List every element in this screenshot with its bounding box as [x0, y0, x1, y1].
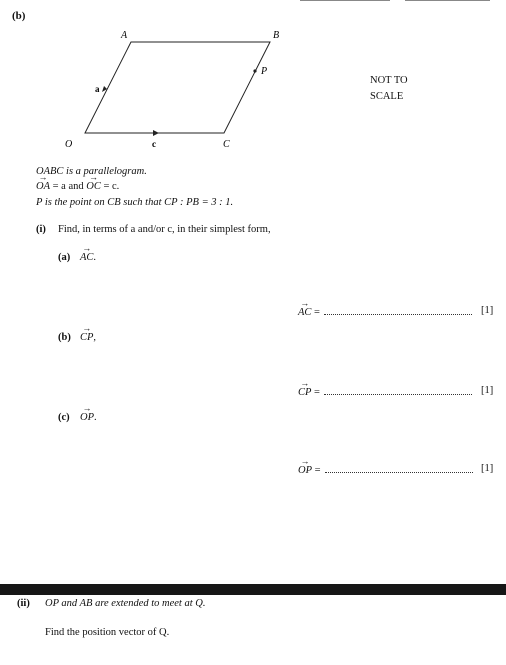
- answer-ac-vector: → AC: [298, 307, 311, 318]
- part-label: (b): [12, 10, 26, 22]
- item-a-suffix: .: [93, 252, 97, 263]
- answer-line-ac[interactable]: [298, 305, 472, 318]
- point-p-marker: [253, 69, 256, 72]
- vector-oc-eq: = c.: [100, 181, 120, 192]
- part-i-label: (i): [36, 224, 46, 235]
- parallelogram-diagram: [0, 0, 506, 165]
- part-ii-instruction: Find the position vector of Q.: [45, 627, 170, 638]
- answer-ac-blank[interactable]: [324, 305, 472, 315]
- item-b-prompt: [80, 332, 96, 343]
- part-ii-text: OP and AB are extended to meet at Q.: [45, 598, 206, 609]
- item-c-vector: → OP: [80, 412, 94, 423]
- vertex-p-label: P: [261, 66, 268, 77]
- item-c-label: (c): [58, 412, 70, 423]
- item-b-vector: → CP: [80, 332, 93, 343]
- item-c-prompt: [80, 412, 97, 423]
- vertex-a-label: A: [121, 30, 128, 41]
- parallelogram-shape: [85, 42, 270, 133]
- answer-cp-eq: =: [311, 387, 320, 398]
- answer-op-vector: → OP: [298, 465, 312, 476]
- page-break-bar: [0, 584, 506, 595]
- item-b-label: (b): [58, 332, 71, 343]
- not-to-scale-line1: NOT TO: [370, 75, 408, 86]
- marks-c: [1]: [481, 463, 494, 474]
- edge-a-label: a: [95, 84, 100, 94]
- vector-oa-eq: = a and: [50, 181, 87, 192]
- answer-op-eq: =: [312, 465, 321, 476]
- statement-point-p: P is the point on CB such that CP : PB = 3 : 1.: [36, 197, 234, 208]
- edge-c-label: c: [152, 139, 156, 149]
- answer-cp-blank[interactable]: [324, 385, 472, 395]
- statement-vectors: [36, 181, 119, 192]
- vector-oc: → OC: [86, 181, 101, 192]
- item-a-vector: → AC: [80, 252, 93, 263]
- item-b-suffix: ,: [93, 332, 97, 343]
- answer-ac-eq: =: [311, 307, 320, 318]
- vector-oa: → OA: [36, 181, 50, 192]
- part-ii-label: (ii): [17, 598, 30, 609]
- item-a-prompt: [80, 252, 96, 263]
- vertex-c-label: C: [223, 139, 230, 150]
- vertex-o-label: O: [65, 139, 73, 150]
- answer-line-op[interactable]: [298, 463, 473, 476]
- part-i-text: Find, in terms of a and/or c, in their simplest form,: [58, 224, 271, 235]
- marks-b: [1]: [481, 385, 494, 396]
- arrow-c-icon: [153, 130, 159, 136]
- marks-a: [1]: [481, 305, 494, 316]
- answer-line-cp[interactable]: [298, 385, 472, 398]
- item-c-suffix: .: [94, 412, 97, 423]
- item-a-label: (a): [58, 252, 71, 263]
- answer-op-blank[interactable]: [325, 463, 473, 473]
- not-to-scale-line2: SCALE: [370, 91, 404, 102]
- answer-cp-vector: → CP: [298, 387, 311, 398]
- vertex-b-label: B: [273, 30, 280, 41]
- statement-parallelogram: OABC is a parallelogram.: [36, 166, 147, 177]
